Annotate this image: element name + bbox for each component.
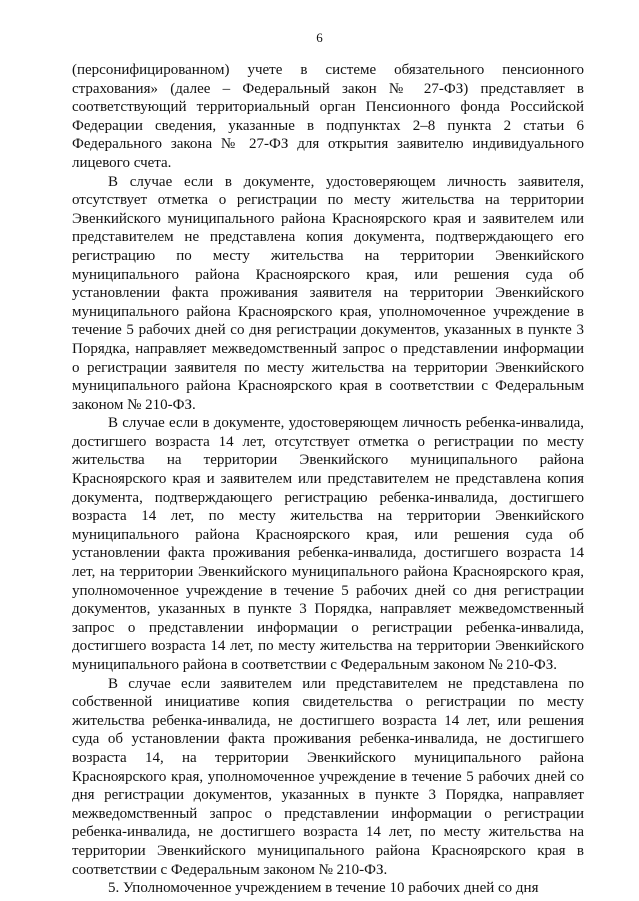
page-number: 6 — [316, 30, 323, 45]
paragraph-child-over-14-registration: В случае если в документе, удостоверяющем личность ребенка-инвалида, достигшего возраста 14 лет, отсутствует отметка о регистрации по месту жительства на территории Эвенкийского муниципального района Красноярского края и заявителем или представителем не представлена копия документа, подтверждающего регистрацию ребенка-инвалида, достигшего возраста 14 лет, по месту жительства на территории Эвенкийского муниципального района Красноярского края, или решения суда об установлении факта проживания ребенка-инвалида, достигшего возраста 14 лет, на территории Эвенкийского муниципального района Красноярского края, уполномоченное учреждение в течение 5 рабочих дней со дня регистрации документов, указанных в пункте 3 Порядка, направляет межведомственный запрос о представлении информации о регистрации ребенка-инвалида, достигшего возраста 14 лет, по месту жительства на территории Эвенкийского муниципального района в соответствии с Федеральным законом № 210-ФЗ. — [72, 415, 584, 673]
document-body — [72, 61, 584, 898]
paragraph-applicant-registration: В случае если в документе, удостоверяющем личность заявителя, отсутствует отметка о регистрации по месту жительства на территории Эвенкийского муниципального района Красноярского края и заявителем или представителем не представлена копия документа, подтверждающего его регистрацию по месту жительства на территории Эвенкийского муниципального района Красноярского края, или решения суда об установлении факта проживания заявителя на территории Эвенкийского муниципального района Красноярского края, уполномоченное учреждение в течение 5 рабочих дней со дня регистрации документов, указанных в пункте 3 Порядка, направляет межведомственный запрос о представлении информации о регистрации заявителя по месту жительства на территории Эвенкийского муниципального района Красноярского края в соответствии с Федеральным законом № 210-ФЗ. — [72, 173, 584, 413]
paragraph-continuation: (персонифицированном) учете в системе обязательного пенсионного страхования» (далее – Федеральный закон № 27-ФЗ) представляет в соответствующий территориальный орган Пенсионного фонда Российской Федерации сведения, указанные в подпунктах 2–8 пункта 2 статьи 6 Федерального закона № 27-ФЗ для открытия заявителю индивидуального лицевого счета. — [72, 62, 584, 171]
paragraph-child-under-14-registration: В случае если заявителем или представителем не представлена по собственной инициативе копия свидетельства о регистрации по месту жительства ребенка-инвалида, не достигшего возраста 14 лет, или решения суда об установлении факта проживания ребенка-инвалида, не достигшего возраста 14, на территории Эвенкийского муниципального района Красноярского края, уполномоченное учреждение в течение 5 рабочих дней со дня регистрации документов, указанных в пункте 3 Порядка, направляет межведомственный запрос о представлении информации о регистрации ребенка-инвалида, не достигшего возраста 14 лет, по месту жительства на территории Эвенкийского муниципального района Красноярского края в соответствии с Федеральным законом № 210-ФЗ. — [72, 675, 584, 878]
paragraph-item-5: 5. Уполномоченное учреждением в течение 10 рабочих дней со дня — [108, 880, 539, 897]
